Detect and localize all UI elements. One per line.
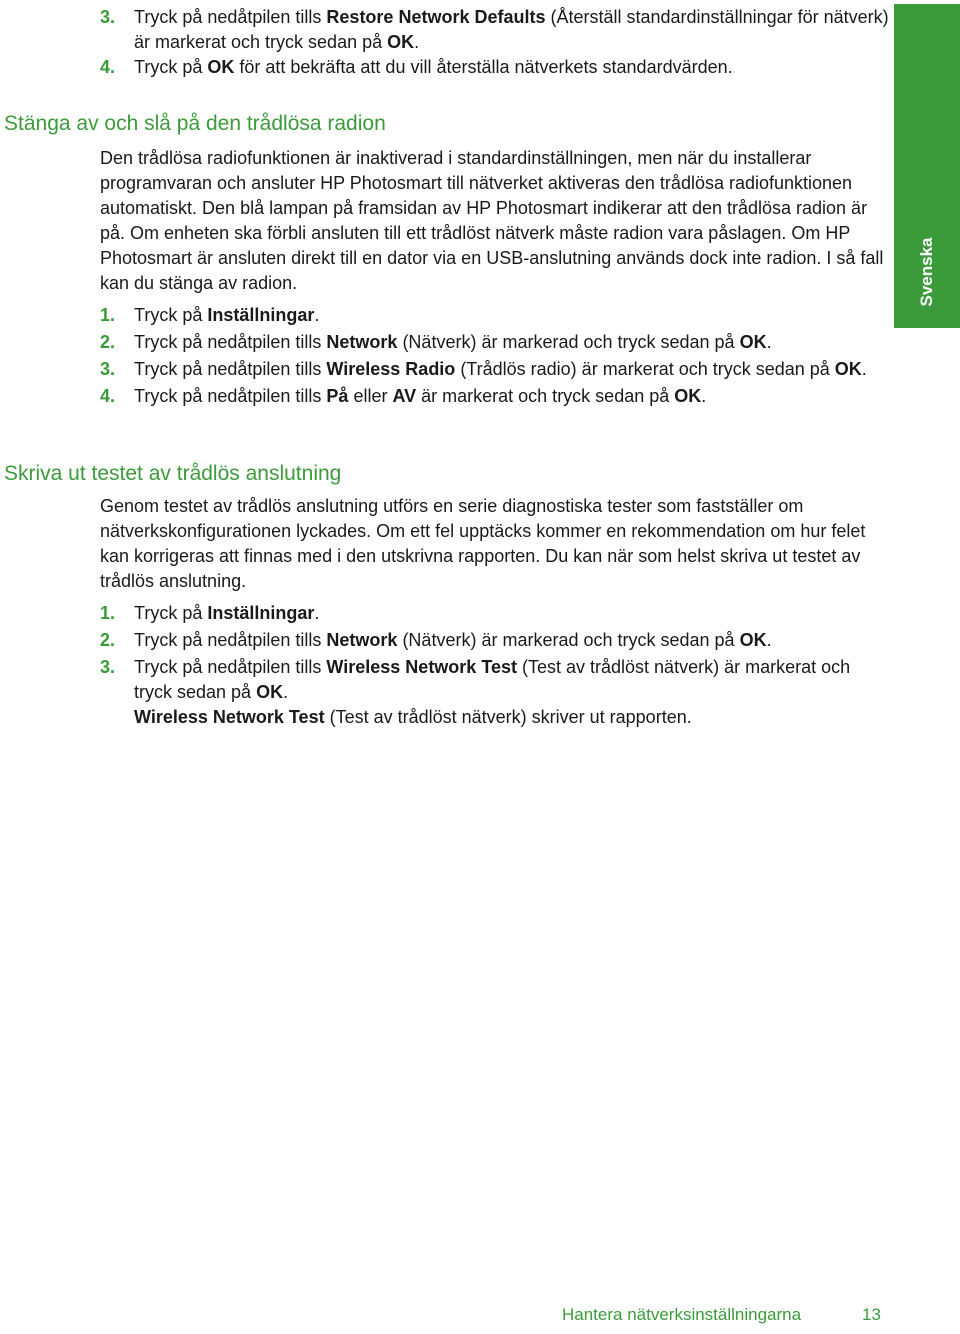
test-step-3-result: [100, 705, 890, 730]
step-number: 4.: [100, 57, 116, 77]
test-step-2: [100, 628, 890, 653]
step-text: Tryck på Inställningar.: [134, 603, 320, 623]
step-text: Tryck på Inställningar.: [134, 305, 320, 325]
step-number: 3.: [100, 657, 116, 677]
section-heading-wireless-test: Skriva ut testet av trådlös anslutning: [4, 462, 342, 485]
step-number: 2.: [100, 630, 116, 650]
language-side-tab: [894, 4, 960, 328]
section-radio-body: [100, 146, 890, 409]
section-wireless-test-body: [100, 494, 890, 730]
footer-section-title: Hantera nätverksinställningarna: [562, 1305, 802, 1324]
language-tab-label: Svenska: [917, 237, 936, 307]
step-number: 4.: [100, 386, 116, 406]
step-number: 3.: [100, 7, 116, 27]
step-text: Tryck på OK för att bekräfta att du vill återställa nätverkets standardvärden.: [134, 57, 733, 77]
top-step-4: [100, 55, 890, 80]
radio-step-4: [100, 384, 890, 409]
test-step-1: [100, 601, 890, 626]
section-wireless-test-paragraph: Genom testet av trådlös anslutning utförs en serie diagnostiska tester som fastställer om nätverkskonfigurationen lyckades. Om ett fel upptäcks kommer en rekommendation om hur felet kan korrigeras att finnas med i den utskrivna rapporten. Du kan när som helst skriva ut testet av trådlös anslutning.: [100, 496, 866, 591]
step-number: 2.: [100, 332, 116, 352]
step-text: Tryck på nedåtpilen tills Network (Nätverk) är markerad och tryck sedan på OK.: [134, 332, 772, 352]
test-step-3: [100, 655, 890, 705]
section-heading-radio: Stänga av och slå på den trådlösa radion: [4, 112, 386, 135]
step-number: 1.: [100, 603, 116, 623]
radio-step-1: [100, 303, 890, 328]
top-step-3: [100, 5, 890, 55]
step-text: Tryck på nedåtpilen tills Network (Nätverk) är markerad och tryck sedan på OK.: [134, 630, 772, 650]
radio-step-3: [100, 357, 890, 382]
step-text: Tryck på nedåtpilen tills På eller AV är markerat och tryck sedan på OK.: [134, 386, 707, 406]
section-radio-paragraph: Den trådlösa radiofunktionen är inaktiverad i standardinställningen, men när du installerar programvaran och ansluter HP Photosmart till nätverket aktiveras den trådlösa radiofunktionen automatiskt. Den blå lampan på framsidan av HP Photosmart indikerar att den trådlösa radion är på. Om enheten ska förbli ansluten till ett trådlöst nätverk måste radion vara påslagen. Om HP Photosmart är ansluten direkt till en dator via en USB-anslutning används dock inte radion. I så fall kan du stänga av radion.: [100, 148, 884, 293]
step-text: Tryck på nedåtpilen tills Wireless Network Test (Test av trådlöst nätverk) är markerat och tryck sedan på OK.: [134, 657, 851, 702]
step-number: 1.: [100, 305, 116, 325]
radio-step-2: [100, 330, 890, 355]
top-steps: [100, 5, 890, 80]
step-number: 3.: [100, 359, 116, 379]
footer-page-number: 13: [862, 1305, 881, 1324]
step-result-text: Wireless Network Test (Test av trådlöst nätverk) skriver ut rapporten.: [134, 707, 692, 727]
step-text: Tryck på nedåtpilen tills Restore Network Defaults (Återställ standardinställningar för nätverk) är markerat och tryck sedan på OK.: [134, 7, 889, 52]
step-text: Tryck på nedåtpilen tills Wireless Radio (Trådlös radio) är markerat och tryck sedan på OK.: [134, 359, 867, 379]
